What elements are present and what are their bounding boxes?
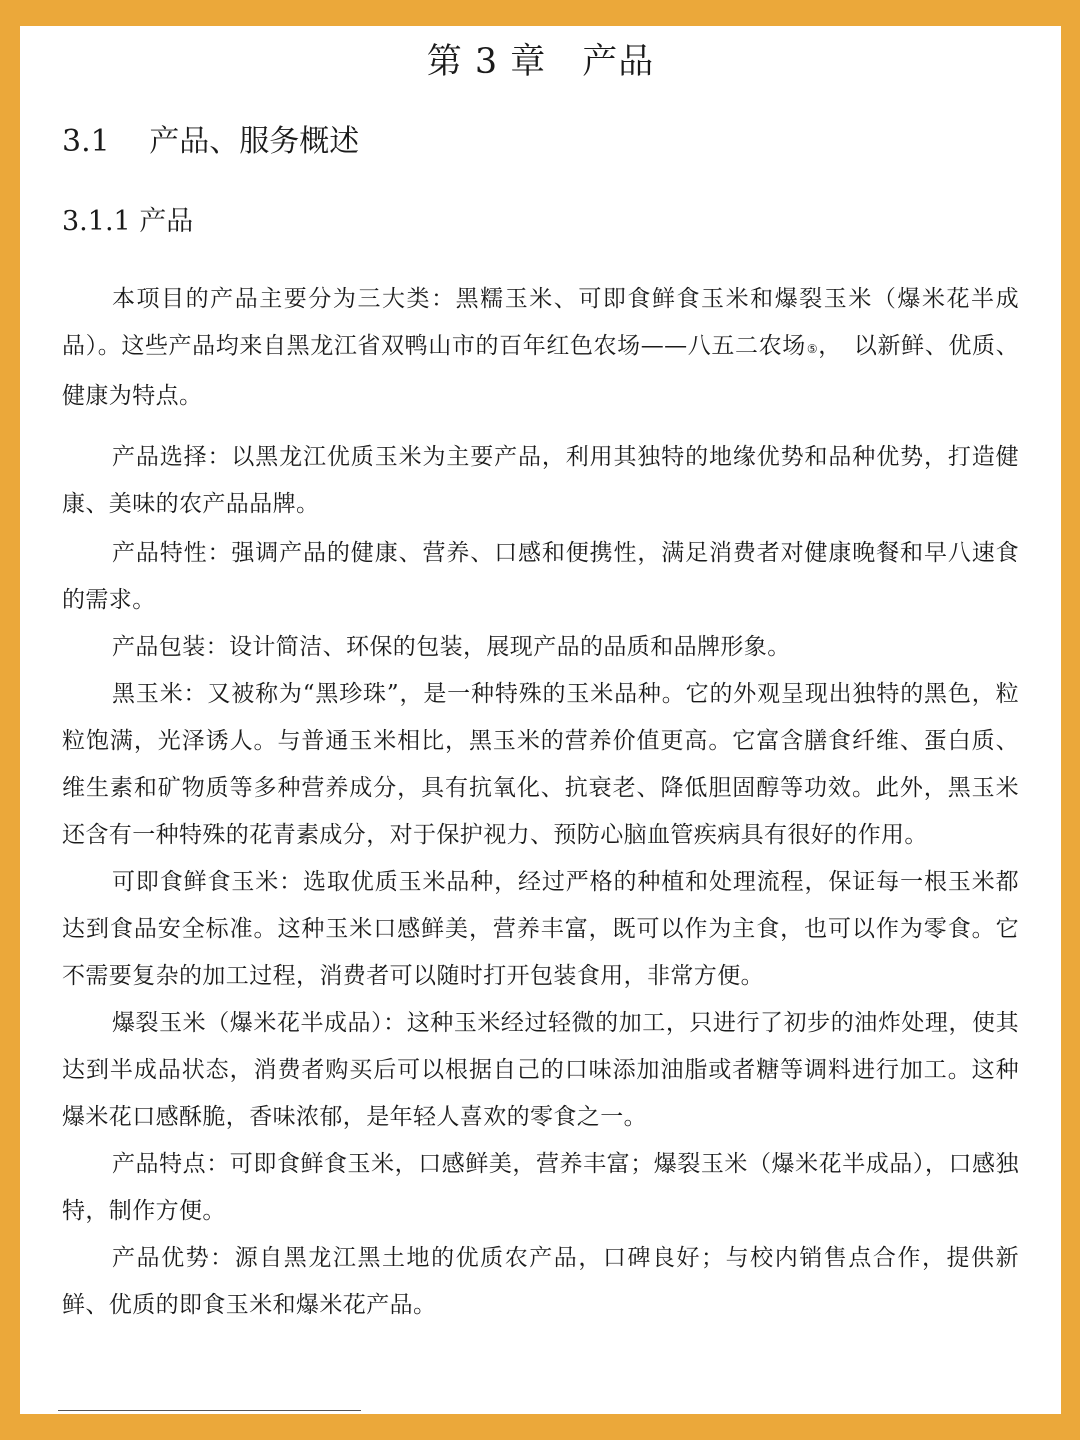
- paragraph-product-characteristics: 产品特点：可即食鲜食玉米，口感鲜美，营养丰富；爆裂玉米（爆米花半成品），口感独特，制作方便。: [62, 1151, 1019, 1224]
- paragraph-product-selection: 产品选择：以黑龙江优质玉米为主要产品，利用其独特的地缘优势和品种优势，打造健康、美味的农产品品牌。: [62, 444, 1019, 517]
- body-text: [62, 276, 1019, 1329]
- paragraph-ready-to-eat-corn: 可即食鲜食玉米：选取优质玉米品种，经过严格的种植和处理流程，保证每一根玉米都达到食品安全标准。这种玉米口感鲜美，营养丰富，既可以作为主食，也可以作为零食。它不需要复杂的加工过程，消费者可以随时打开包装食用，非常方便。: [62, 869, 1019, 989]
- paragraph-intro-text: 本项目的产品主要分为三大类：黑糯玉米、可即食鲜食玉米和爆裂玉米（爆米花半成品）。这些产品均来自黑龙江省双鸭山市的百年红色农场——八五二农场: [62, 286, 1019, 359]
- paragraph-intro: [62, 276, 1019, 420]
- footnote-reference: ⑤: [806, 342, 819, 356]
- subsection-heading: 3.1.1 产品: [62, 206, 194, 237]
- paragraph-intro-tail: ， 以新鲜、优质、健康为特点。: [62, 333, 1019, 409]
- footnote-divider: [58, 1410, 361, 1411]
- paragraph-product-packaging: 产品包装：设计简洁、环保的包装，展现产品的品质和品牌形象。: [112, 634, 791, 660]
- paragraph-black-corn: 黑玉米：又被称为“黑珍珠”，是一种特殊的玉米品种。它的外观呈现出独特的黑色，粒粒饱满，光泽诱人。与普通玉米相比，黑玉米的营养价值更高。它富含膳食纤维、蛋白质、维生素和矿物质等多种营养成分，具有抗氧化、抗衰老、降低胆固醇等功效。此外，黑玉米还含有一种特殊的花青素成分，对于保护视力、预防心脑血管疾病具有很好的作用。: [62, 681, 1019, 848]
- paragraph-popcorn-corn: 爆裂玉米（爆米花半成品）：这种玉米经过轻微的加工，只进行了初步的油炸处理，使其达到半成品状态，消费者购买后可以根据自己的口味添加油脂或者糖等调料进行加工。这种爆米花口感酥脆，香味浓郁，是年轻人喜欢的零食之一。: [62, 1010, 1019, 1130]
- document-page: [20, 26, 1061, 1414]
- paragraph-product-advantages: 产品优势：源自黑龙江黑土地的优质农产品，口碑良好；与校内销售点合作，提供新鲜、优质的即食玉米和爆米花产品。: [62, 1245, 1019, 1318]
- chapter-title: 第 3 章 产品: [426, 42, 655, 82]
- section-heading: 3.1 产品、服务概述: [62, 124, 360, 159]
- paragraph-product-features: 产品特性：强调产品的健康、营养、口感和便携性，满足消费者对健康晚餐和早八速食的需求。: [62, 540, 1019, 613]
